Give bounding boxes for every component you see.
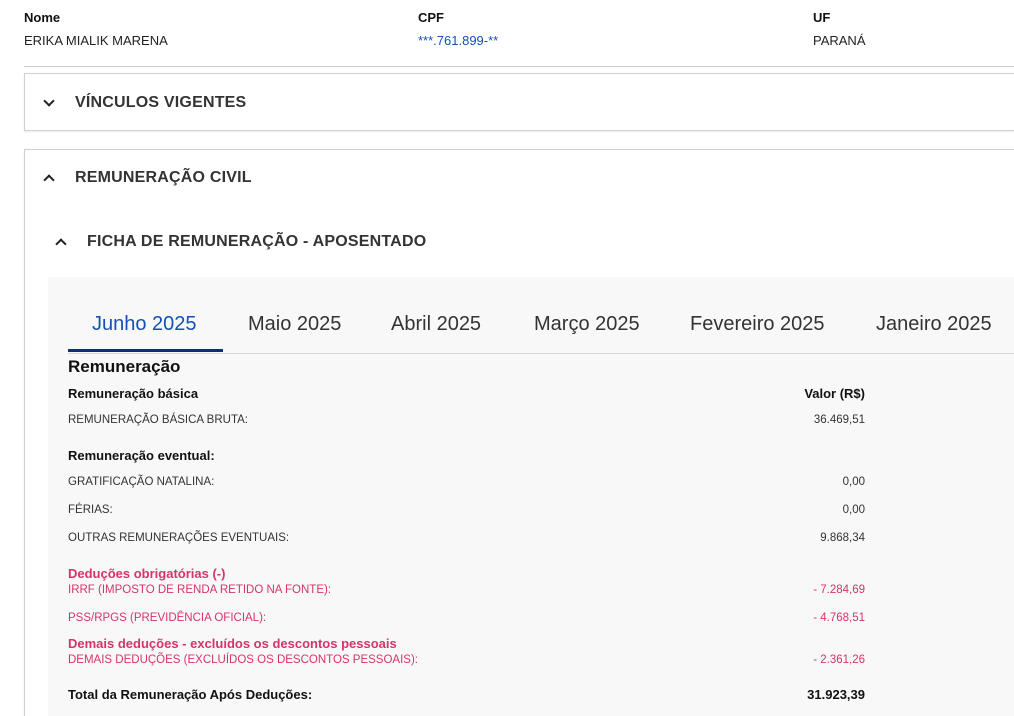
ficha-title: FICHA DE REMUNERAÇÃO - APOSENTADO [87,233,427,250]
tab-janeiro-2025[interactable]: Janeiro 2025 [876,313,992,335]
chevron-up-icon [43,174,54,185]
tab-junho-2025[interactable]: Junho 2025 [92,313,197,335]
cpf-value: ***.761.899-** [418,33,499,48]
chevron-up-icon [55,238,66,249]
vinculos-card [24,73,1014,131]
ficha-toggle[interactable] [57,233,426,251]
ferias-label: FÉRIAS: [68,504,113,516]
active-tab-indicator [68,349,223,352]
demais-deducoes-label: DEMAIS DEDUÇÕES (EXCLUÍDOS OS DESCONTOS PESSOAIS): [68,654,418,666]
month-tabs [68,277,1014,354]
servidor-info [24,10,1014,52]
nome-value: ERIKA MIALIK MARENA [24,33,168,48]
demais-deducoes-heading: Demais deduções - excluídos os descontos pessoais [68,636,397,651]
divider [24,66,1014,67]
nome-label: Nome [24,10,61,25]
nome-field [24,10,168,48]
remuneracao-basica-heading: Remuneração básica [68,386,199,401]
cpf-field [418,10,498,48]
ferias-value: 0,00 [842,504,865,516]
uf-label: UF [813,10,831,25]
remuneracao-eventual-heading: Remuneração eventual: [68,448,215,463]
cpf-label: CPF [418,10,444,25]
values-column [748,277,865,716]
uf-value: PARANÁ [813,33,866,48]
outras-remuneracoes-value: 9.868,34 [820,532,865,544]
value-header: Valor (R$) [804,386,865,401]
remuneracao-civil-title: REMUNERAÇÃO CIVIL [75,169,252,186]
pss-label: PSS/RPGS (PREVIDÊNCIA OFICIAL): [68,612,267,624]
total-value: 31.923,39 [807,687,865,702]
total-label: Total da Remuneração Após Deduções: [68,687,313,702]
gratificacao-natalina-value: 0,00 [842,476,865,488]
remuneracao-heading: Remuneração [68,357,181,376]
basica-bruta-value: 36.469,51 [813,414,865,426]
tab-fevereiro-2025[interactable]: Fevereiro 2025 [690,313,825,335]
pss-value: - 4.768,51 [813,612,865,624]
basica-bruta-label: REMUNERAÇÃO BÁSICA BRUTA: [68,414,248,426]
irrf-value: - 7.284,69 [813,584,865,596]
tab-maio-2025[interactable]: Maio 2025 [248,313,342,335]
uf-field [813,10,866,48]
demais-deducoes-value: - 2.361,26 [813,654,865,666]
vinculos-toggle[interactable] [45,94,246,112]
deducoes-obrigatorias-heading: Deduções obrigatórias (-) [68,566,226,581]
irrf-label: IRRF (IMPOSTO DE RENDA RETIDO NA FONTE): [68,584,332,596]
vinculos-title: VÍNCULOS VIGENTES [75,94,247,111]
gratificacao-natalina-label: GRATIFICAÇÃO NATALINA: [68,476,215,488]
tab-marco-2025[interactable]: Março 2025 [534,313,640,335]
outras-remuneracoes-label: OUTRAS REMUNERAÇÕES EVENTUAIS: [68,532,290,544]
chevron-down-icon [43,95,54,106]
ficha-panel [48,277,1014,716]
tab-abril-2025[interactable]: Abril 2025 [391,313,482,335]
remuneracao-civil-toggle[interactable] [45,169,252,187]
